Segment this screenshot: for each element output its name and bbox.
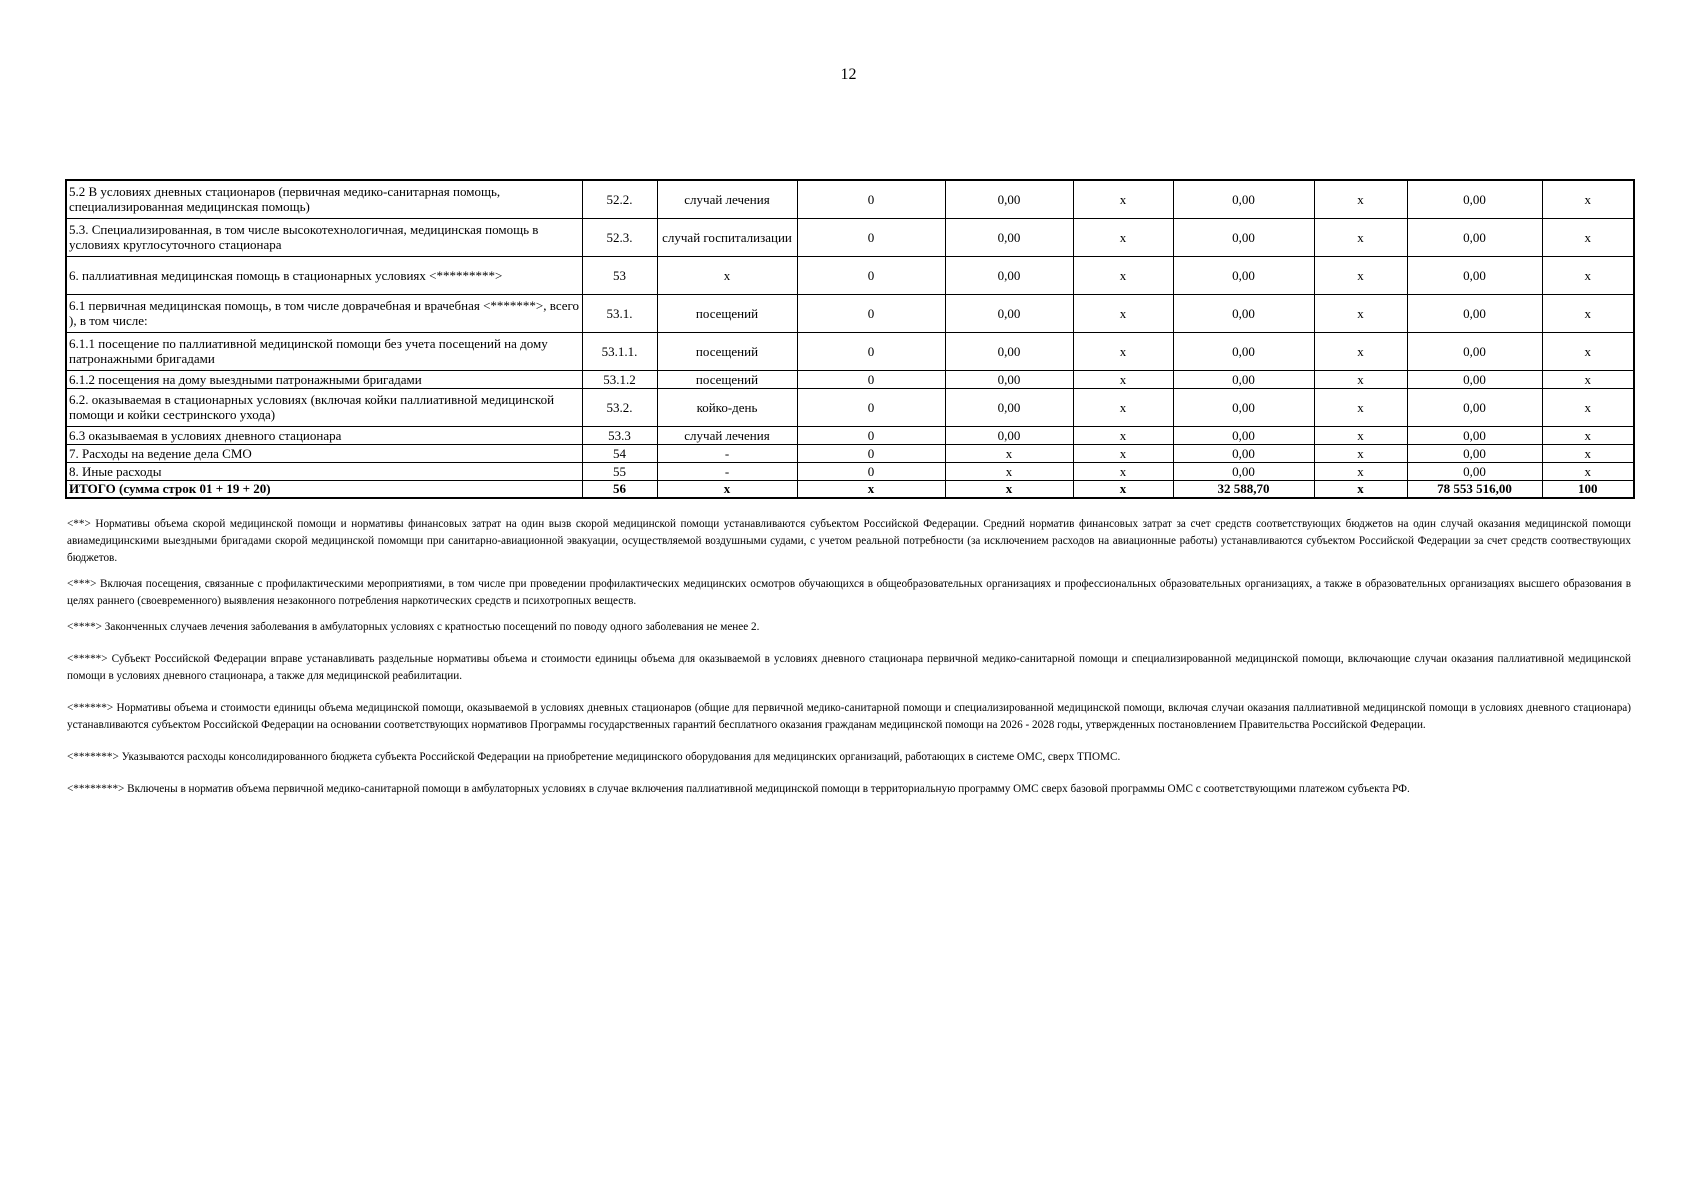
footnote: <*****> Субъект Российской Федерации вправе устанавливать раздельные нормативы объема и стоимости единицы объема для оказываемой в условиях дневного стационара первичной медико-санитарной помощи и специализированной медицинской помощи, включающие случаи оказания паллиативной медицинской помощи в условиях дневного стационара, а также для медицинской реабилитации. bbox=[67, 653, 1631, 682]
value-col9-cell: 0,00 bbox=[1407, 332, 1542, 370]
value-col5-cell: 0,00 bbox=[945, 426, 1073, 444]
value-col5-cell: 0,00 bbox=[945, 180, 1073, 218]
value-col5-cell: 0,00 bbox=[945, 294, 1073, 332]
value-col5-cell: х bbox=[945, 480, 1073, 498]
table-row bbox=[66, 294, 1634, 332]
value-col4-cell: х bbox=[797, 480, 945, 498]
unit-cell: случай госпитализации bbox=[657, 218, 797, 256]
value-col7-cell: 0,00 bbox=[1173, 180, 1314, 218]
value-col9-cell: 0,00 bbox=[1407, 180, 1542, 218]
row-name-cell: 6.2. оказываемая в стационарных условиях (включая койки паллиативной медицинской помощи и койки сестринского ухода) bbox=[66, 388, 582, 426]
table-row bbox=[66, 462, 1634, 480]
value-col10-cell: 100 bbox=[1542, 480, 1634, 498]
value-col8-cell: х bbox=[1314, 180, 1407, 218]
table-row bbox=[66, 388, 1634, 426]
row-code-cell: 56 bbox=[582, 480, 657, 498]
value-col4-cell: 0 bbox=[797, 332, 945, 370]
value-col10-cell: х bbox=[1542, 256, 1634, 294]
row-name-cell: 6.1.2 посещения на дому выездными патронажными бригадами bbox=[66, 370, 582, 388]
row-name-cell: 8. Иные расходы bbox=[66, 462, 582, 480]
value-col10-cell: х bbox=[1542, 370, 1634, 388]
unit-cell: х bbox=[657, 480, 797, 498]
value-col9-cell: 0,00 bbox=[1407, 444, 1542, 462]
row-code-cell: 53.3 bbox=[582, 426, 657, 444]
value-col5-cell: 0,00 bbox=[945, 370, 1073, 388]
row-name-cell: 6.3 оказываемая в условиях дневного стационара bbox=[66, 426, 582, 444]
value-col10-cell: х bbox=[1542, 332, 1634, 370]
unit-cell: случай лечения bbox=[657, 180, 797, 218]
value-col9-cell: 0,00 bbox=[1407, 462, 1542, 480]
value-col10-cell: х bbox=[1542, 180, 1634, 218]
value-col8-cell: х bbox=[1314, 444, 1407, 462]
value-col10-cell: х bbox=[1542, 388, 1634, 426]
footnote: <*******> Указываются расходы консолидированного бюджета субъекта Российской Федерации на приобретение медицинского оборудования для медицинских организаций, работающих в системе ОМС, сверх ТПОМС. bbox=[67, 751, 1121, 763]
value-col7-cell: 0,00 bbox=[1173, 256, 1314, 294]
value-col5-cell: 0,00 bbox=[945, 218, 1073, 256]
total-row bbox=[66, 480, 1634, 498]
unit-cell: посещений bbox=[657, 370, 797, 388]
row-code-cell: 52.3. bbox=[582, 218, 657, 256]
value-col4-cell: 0 bbox=[797, 180, 945, 218]
value-col6-cell: х bbox=[1073, 256, 1173, 294]
value-col8-cell: х bbox=[1314, 332, 1407, 370]
value-col8-cell: х bbox=[1314, 370, 1407, 388]
table-row bbox=[66, 444, 1634, 462]
table-row bbox=[66, 218, 1634, 256]
value-col7-cell: 32 588,70 bbox=[1173, 480, 1314, 498]
table-body bbox=[66, 180, 1634, 498]
row-name-cell: ИТОГО (сумма строк 01 + 19 + 20) bbox=[66, 480, 582, 498]
value-col6-cell: х bbox=[1073, 480, 1173, 498]
footnote: <****> Законченных случаев лечения заболевания в амбулаторных условиях с кратностью посещений по поводу одного заболевания не менее 2. bbox=[67, 621, 760, 633]
value-col6-cell: х bbox=[1073, 370, 1173, 388]
row-name-cell: 6.1.1 посещение по паллиативной медицинской помощи без учета посещений на дому патронажными бригадами bbox=[66, 332, 582, 370]
value-col5-cell: х bbox=[945, 462, 1073, 480]
footnote: <******> Нормативы объема и стоимости единицы объема медицинской помощи, оказываемой в условиях дневных стационаров (общие для первичной медико-санитарной помощи и специализированной медицинской помощи, включая случаи оказания паллиативной медицинской помощи в условиях дневного стационара) устанавливаются субъектом Российской Федерации на основании соответствующих нормативов Программы государственных гарантий бесплатного оказания гражданам медицинской помощи на 2026 - 2028 годы, утвержденных постановлением Правительства Российской Федерации. bbox=[67, 702, 1631, 731]
unit-cell: койко-день bbox=[657, 388, 797, 426]
value-col9-cell: 0,00 bbox=[1407, 388, 1542, 426]
row-code-cell: 52.2. bbox=[582, 180, 657, 218]
row-code-cell: 53.2. bbox=[582, 388, 657, 426]
table-row bbox=[66, 180, 1634, 218]
financing-table bbox=[65, 179, 1635, 499]
value-col5-cell: 0,00 bbox=[945, 388, 1073, 426]
footnote: <********> Включены в норматив объема первичной медико-санитарной помощи в амбулаторных условиях в случае включения паллиативной медицинской помощи в территориальную программу ОМС сверх базовой программы ОМС с соответствующими платежом субъекта РФ. bbox=[67, 783, 1410, 795]
value-col7-cell: 0,00 bbox=[1173, 370, 1314, 388]
value-col4-cell: 0 bbox=[797, 370, 945, 388]
value-col7-cell: 0,00 bbox=[1173, 332, 1314, 370]
value-col8-cell: х bbox=[1314, 480, 1407, 498]
value-col4-cell: 0 bbox=[797, 388, 945, 426]
value-col9-cell: 0,00 bbox=[1407, 426, 1542, 444]
value-col10-cell: х bbox=[1542, 462, 1634, 480]
value-col6-cell: х bbox=[1073, 426, 1173, 444]
value-col6-cell: х bbox=[1073, 462, 1173, 480]
value-col9-cell: 0,00 bbox=[1407, 256, 1542, 294]
value-col8-cell: х bbox=[1314, 218, 1407, 256]
row-code-cell: 53 bbox=[582, 256, 657, 294]
value-col9-cell: 78 553 516,00 bbox=[1407, 480, 1542, 498]
value-col4-cell: 0 bbox=[797, 218, 945, 256]
row-code-cell: 53.1. bbox=[582, 294, 657, 332]
table-row bbox=[66, 332, 1634, 370]
row-name-cell: 6.1 первичная медицинская помощь, в том числе доврачебная и врачебная <*******>, всего ), в том числе: bbox=[66, 294, 582, 332]
footnote: <***> Включая посещения, связанные с профилактическими мероприятиями, в том числе при проведении профилактических медицинских осмотров обучающихся в общеобразовательных организациях и профессиональных образовательных организациях, а также в образовательных организациях высшего образования в целях раннего (своевременного) выявления незаконного потребления наркотических средств и психотропных веществ. bbox=[67, 578, 1631, 607]
unit-cell: посещений bbox=[657, 294, 797, 332]
value-col10-cell: х bbox=[1542, 444, 1634, 462]
value-col7-cell: 0,00 bbox=[1173, 462, 1314, 480]
value-col5-cell: 0,00 bbox=[945, 256, 1073, 294]
value-col9-cell: 0,00 bbox=[1407, 294, 1542, 332]
value-col4-cell: 0 bbox=[797, 462, 945, 480]
row-name-cell: 5.2 В условиях дневных стационаров (первичная медико-санитарная помощь, специализированная медицинская помощь) bbox=[66, 180, 582, 218]
value-col4-cell: 0 bbox=[797, 444, 945, 462]
table-row bbox=[66, 256, 1634, 294]
row-code-cell: 53.1.2 bbox=[582, 370, 657, 388]
row-code-cell: 55 bbox=[582, 462, 657, 480]
value-col10-cell: х bbox=[1542, 294, 1634, 332]
value-col6-cell: х bbox=[1073, 180, 1173, 218]
value-col8-cell: х bbox=[1314, 256, 1407, 294]
unit-cell: х bbox=[657, 256, 797, 294]
footnotes bbox=[67, 516, 1631, 813]
value-col5-cell: х bbox=[945, 444, 1073, 462]
value-col6-cell: х bbox=[1073, 388, 1173, 426]
value-col4-cell: 0 bbox=[797, 256, 945, 294]
value-col10-cell: х bbox=[1542, 218, 1634, 256]
row-name-cell: 7. Расходы на ведение дела СМО bbox=[66, 444, 582, 462]
value-col7-cell: 0,00 bbox=[1173, 426, 1314, 444]
value-col8-cell: х bbox=[1314, 388, 1407, 426]
row-name-cell: 5.3. Специализированная, в том числе высокотехнологичная, медицинская помощь в условиях круглосуточного стационара bbox=[66, 218, 582, 256]
value-col10-cell: х bbox=[1542, 426, 1634, 444]
unit-cell: посещений bbox=[657, 332, 797, 370]
value-col6-cell: х bbox=[1073, 294, 1173, 332]
value-col7-cell: 0,00 bbox=[1173, 294, 1314, 332]
value-col5-cell: 0,00 bbox=[945, 332, 1073, 370]
value-col9-cell: 0,00 bbox=[1407, 370, 1542, 388]
table-row bbox=[66, 370, 1634, 388]
unit-cell: - bbox=[657, 462, 797, 480]
page-number: 12 bbox=[840, 66, 857, 83]
value-col4-cell: 0 bbox=[797, 426, 945, 444]
value-col7-cell: 0,00 bbox=[1173, 388, 1314, 426]
table-row bbox=[66, 426, 1634, 444]
value-col7-cell: 0,00 bbox=[1173, 218, 1314, 256]
footnote: <**> Нормативы объема скорой медицинской помощи и нормативы финансовых затрат на один вызв скорой медицинской помощи устанавливаются субъектом Российской Федерации. Средний норматив финансовых затрат за счет средств соответствующих бюджетов на один случай оказания медицинской помощи авиамедицинскими выездными бригадами скорой медицинской помомщи при санитарно-авиационной эвакуации, осуществляемой воздушными судами, с учетом реальной потребности (за исключением расходов на авиационные работы) устанавливаются субъектом Российской Федерации за счет средств соотвествующих бюджетов. bbox=[67, 518, 1631, 564]
data-table-container bbox=[65, 179, 1633, 499]
value-col9-cell: 0,00 bbox=[1407, 218, 1542, 256]
value-col6-cell: х bbox=[1073, 444, 1173, 462]
row-name-cell: 6. паллиативная медицинская помощь в стационарных условиях <*********> bbox=[66, 256, 582, 294]
value-col7-cell: 0,00 bbox=[1173, 444, 1314, 462]
value-col6-cell: х bbox=[1073, 218, 1173, 256]
value-col4-cell: 0 bbox=[797, 294, 945, 332]
row-code-cell: 54 bbox=[582, 444, 657, 462]
unit-cell: - bbox=[657, 444, 797, 462]
unit-cell: случай лечения bbox=[657, 426, 797, 444]
value-col8-cell: х bbox=[1314, 294, 1407, 332]
value-col8-cell: х bbox=[1314, 462, 1407, 480]
row-code-cell: 53.1.1. bbox=[582, 332, 657, 370]
value-col6-cell: х bbox=[1073, 332, 1173, 370]
value-col8-cell: х bbox=[1314, 426, 1407, 444]
